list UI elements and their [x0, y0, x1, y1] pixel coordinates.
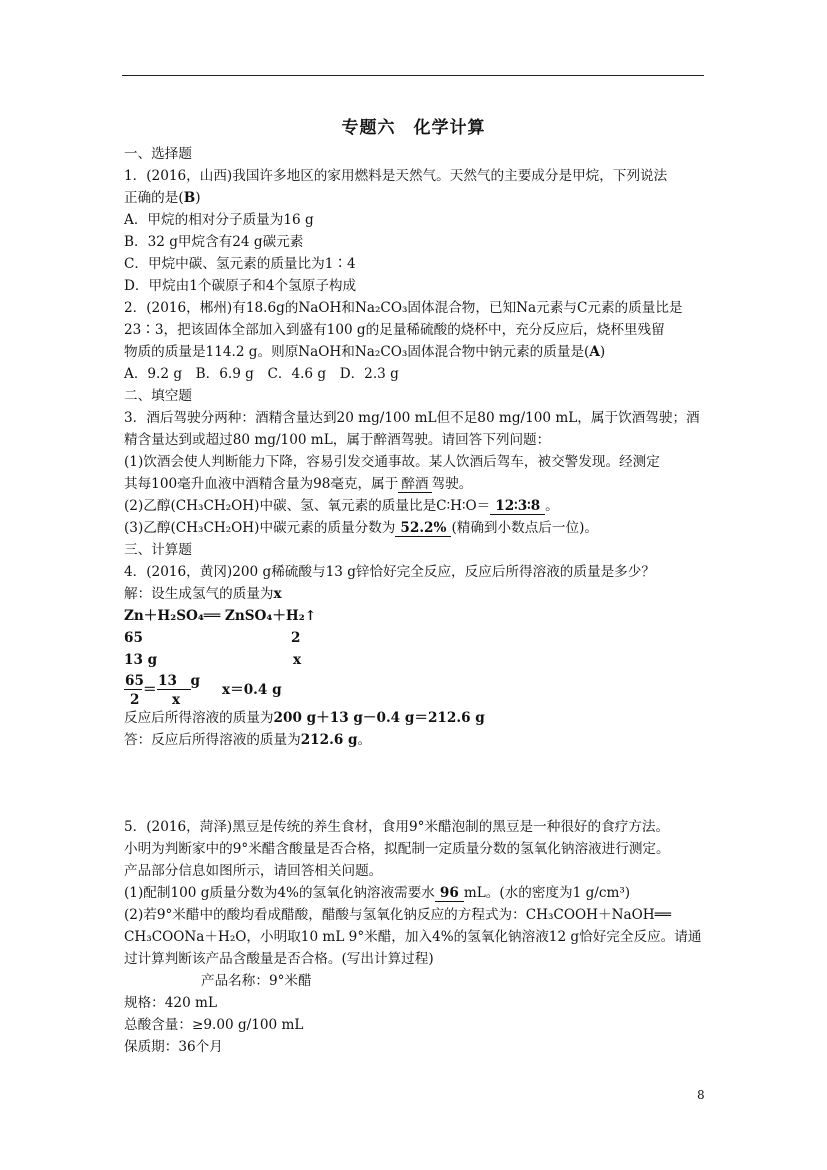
q4-fraction1-denominator: 2 — [130, 692, 140, 708]
q5-answer1: 96 — [435, 885, 464, 902]
q4-x-result: x＝0.4 g — [222, 682, 282, 698]
q5-part2-line1: (2)若9°米醋中的酸均看成醋酸，醋酸与氢氧化钠反应的方程式为：CH₃COOH＋NaOH══ — [124, 907, 671, 923]
q4-mass-x: x — [293, 652, 302, 668]
q3-part2: (2)乙醇(CH₃CH₂OH)中碳、氢、氧元素的质量比是C∶H∶O＝ 12∶3∶8 。 — [124, 498, 559, 514]
q4-result-line: 反应后所得溶液的质量为200 g＋13 g－0.4 g＝212.6 g — [124, 710, 485, 726]
q5-product-spec: 规格：420 mL — [124, 995, 217, 1011]
q5-stem-line2: 小明为判断家中的9°米醋含酸量是否合格，拟配制一定质量分数的氢氧化钠溶液进行测定。 — [124, 841, 670, 857]
q5-part2-line3: 过计算判断该产品含酸量是否合格。(写出计算过程) — [124, 951, 434, 967]
q3-part1-line1: (1)饮酒会使人判断能力下降，容易引发交通事故。某人饮酒后驾车，被交警发现。经测定 — [124, 454, 660, 470]
q1-stem-line2: 正确的是(B) — [124, 190, 201, 206]
q5-stem-line3: 产品部分信息如图所示，请回答相关问题。 — [124, 863, 383, 879]
header-rule — [122, 75, 704, 76]
q4-fraction2-denominator: x — [172, 692, 181, 708]
q5-product-name: 产品名称：9°米醋 — [201, 973, 312, 989]
q2-stem-line2: 23∶3，把该固体全部加入到盛有100 g的足量稀硫酸的烧杯中，充分反应后，烧杯里残留 — [124, 322, 665, 338]
q4-fraction1-numerator: 65 — [125, 673, 144, 689]
q2-answer: A — [589, 344, 600, 360]
section-heading-calc: 三、计算题 — [124, 542, 192, 558]
q3-part1-line2: 其每100毫升血液中酒精含量为98毫克，属于 醉酒 驾驶。 — [124, 476, 473, 492]
q1-stem-line1: 1．(2016，山西)我国许多地区的家用燃料是天然气。天然气的主要成分是甲烷，下列说法 — [124, 168, 668, 184]
q5-product-acid: 总酸含量：≥9.00 g/100 mL — [124, 1017, 304, 1033]
q3-answer1: 醉酒 — [398, 476, 431, 493]
q3-stem-line1: 3．酒后驾驶分两种：酒精含量达到20 mg/100 mL但不足80 mg/100 mL，属于饮酒驾驶；酒 — [124, 410, 700, 426]
q4-mass-13g: 13 g — [124, 652, 158, 668]
q1-answer: B — [183, 190, 196, 206]
q1-option-c: C．甲烷中碳、氢元素的质量比为1∶4 — [124, 256, 356, 272]
q1-option-d: D．甲烷由1个碳原子和4个氢原子构成 — [124, 278, 357, 294]
q5-part1: (1)配制100 g质量分数为4%的氢氧化钠溶液需要水 96 mL。(水的密度为1 g/cm³) — [124, 885, 631, 901]
q3-part3: (3)乙醇(CH₃CH₂OH)中碳元素的质量分数为 52.2% (精确到小数点后一位)。 — [124, 520, 598, 536]
q4-solution-intro: 解：设生成氢气的质量为x — [124, 586, 282, 602]
q1-option-b: B．32 g甲烷含有24 g碳元素 — [124, 234, 304, 250]
q3-answer2: 12∶3∶8 — [490, 498, 545, 515]
q5-stem-line1: 5．(2016，菏泽)黑豆是传统的养生食材，食用9°米醋泡制的黑豆是一种很好的食疗方法。 — [124, 819, 670, 835]
q4-fraction-equals: ＝ — [143, 682, 157, 698]
q4-equation: Zn＋H₂SO₄══ ZnSO₄＋H₂↑ — [124, 608, 317, 624]
q3-stem-line2: 精含量达到或超过80 mg/100 mL，属于醉酒驾驶。请回答下列问题： — [124, 432, 551, 448]
q4-mass-65: 65 — [124, 630, 143, 646]
section-heading-fill: 二、填空题 — [124, 388, 192, 404]
q4-fraction2-numerator: 13 g — [158, 673, 201, 689]
section-heading-choice: 一、选择题 — [124, 146, 192, 162]
q5-product-shelf-life: 保质期：36个月 — [124, 1039, 223, 1055]
q4-stem: 4．(2016，黄冈)200 g稀硫酸与13 g锌恰好完全反应，反应后所得溶液的质量是多少？ — [124, 564, 655, 580]
q2-options: A．9.2 g B．6.9 g C．4.6 g D．2.3 g — [124, 366, 399, 382]
q5-part2-line2: CH₃COONa＋H₂O，小明取10 mL 9°米醋，加入4%的氢氧化钠溶液12 g恰好完全反应。请通 — [124, 929, 702, 945]
page-number: 8 — [697, 1088, 705, 1102]
q2-stem-line1: 2．(2016，郴州)有18.6g的NaOH和Na₂CO₃固体混合物，已知Na元素与C元素的质量比是 — [124, 300, 683, 316]
q4-answer-line: 答：反应后所得溶液的质量为212.6 g。 — [124, 732, 372, 748]
q1-option-a: A．甲烷的相对分子质量为16 g — [124, 212, 314, 228]
page-title: 专题六 化学计算 — [341, 118, 486, 138]
q4-mass-2: 2 — [291, 630, 301, 646]
q2-stem-line3: 物质的质量是114.2 g。则原NaOH和Na₂CO₃固体混合物中钠元素的质量是(A) — [124, 344, 606, 360]
q3-answer3: 52.2% — [395, 520, 451, 537]
